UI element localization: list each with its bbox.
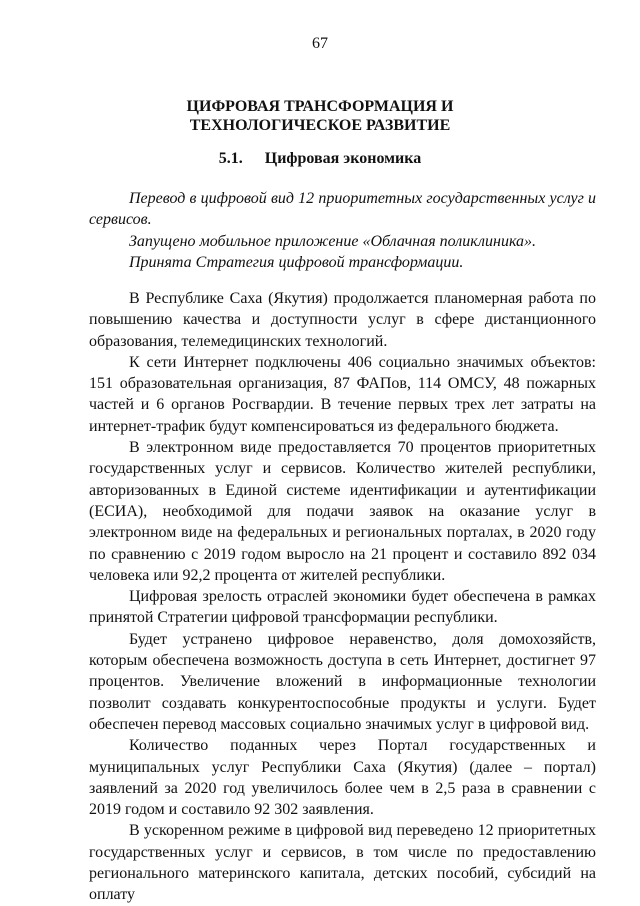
paragraph: Будет устранено цифровое неравенство, доля домохозяйств, которым обеспечена возможность доступа в сеть Интернет, достигнет 97 процентов. Увеличение вложений в информационные технологии позволит создавать конкурентоспособные продукты и услуги. Будет обеспечен перевод массовых социально значимых услуг в цифровой вид. [89,630,596,733]
paragraph: В ускоренном режиме в цифровой вид переведено 12 приоритетных государственных услуг и сервисов, в том числе по предоставлению регионального материнского капитала, детских пособий, субсидий на оплату [89,822,596,904]
chapter-heading-line-2: ТЕХНОЛОГИЧЕСКОЕ РАЗВИТИЕ [189,117,451,134]
section-heading [0,149,640,169]
paragraph: Количество поданных через Портал государственных и муниципальных услуг Республики Саха (Якутия) (далее – портал) заявлений за 2020 год увеличилось более чем в 2,5 раза в сравнении с 2019 годом и составило 92 302 заявления. [89,737,596,819]
paragraph: В Республике Саха (Якутия) продолжается планомерная работа по повышению качества и доступности услуг в сфере дистанционного образования, телемедицинских технологий. [89,290,596,350]
summary-block [89,188,596,273]
section-number: 5.1. [218,150,243,167]
chapter-heading-line-1: ЦИФРОВАЯ ТРАНСФОРМАЦИЯ И [186,98,454,115]
summary-item: Перевод в цифровой вид 12 приоритетных государственных услуг и сервисов. [89,190,596,229]
summary-item: Принята Стратегия цифровой трансформации. [129,253,464,271]
paragraph: В электронном виде предоставляется 70 процентов приоритетных государственных услуг и сервисов. Количество жителей республики, авторизованных в Единой системе идентификации и аутентификации (ЕСИА), необходимой для подачи заявок на оказание услуг в электронном виде на федеральных и региональных порталах, в 2020 году по сравнению с 2019 годом выросло на 21 процент и составило 892 034 человека или 92,2 процента от жителей республики. [89,439,596,584]
page-number: 67 [312,35,328,52]
section-title: Цифровая экономика [264,150,422,167]
paragraph: Цифровая зрелость отраслей экономики будет обеспечена в рамках принятой Стратегии цифровой трансформации республики. [89,588,596,627]
paragraph: К сети Интернет подключены 406 социально значимых объектов: 151 образовательная организация, 87 ФАПов, 114 ОМСУ, 48 пожарных частей и 6 органов Росгвардии. В течение первых трех лет затраты на интернет-трафик будут компенсироваться из федерального бюджета. [89,353,596,435]
chapter-heading [0,97,640,135]
summary-item: Запущено мобильное приложение «Облачная поликлиника». [129,232,537,250]
body-text [89,288,596,906]
